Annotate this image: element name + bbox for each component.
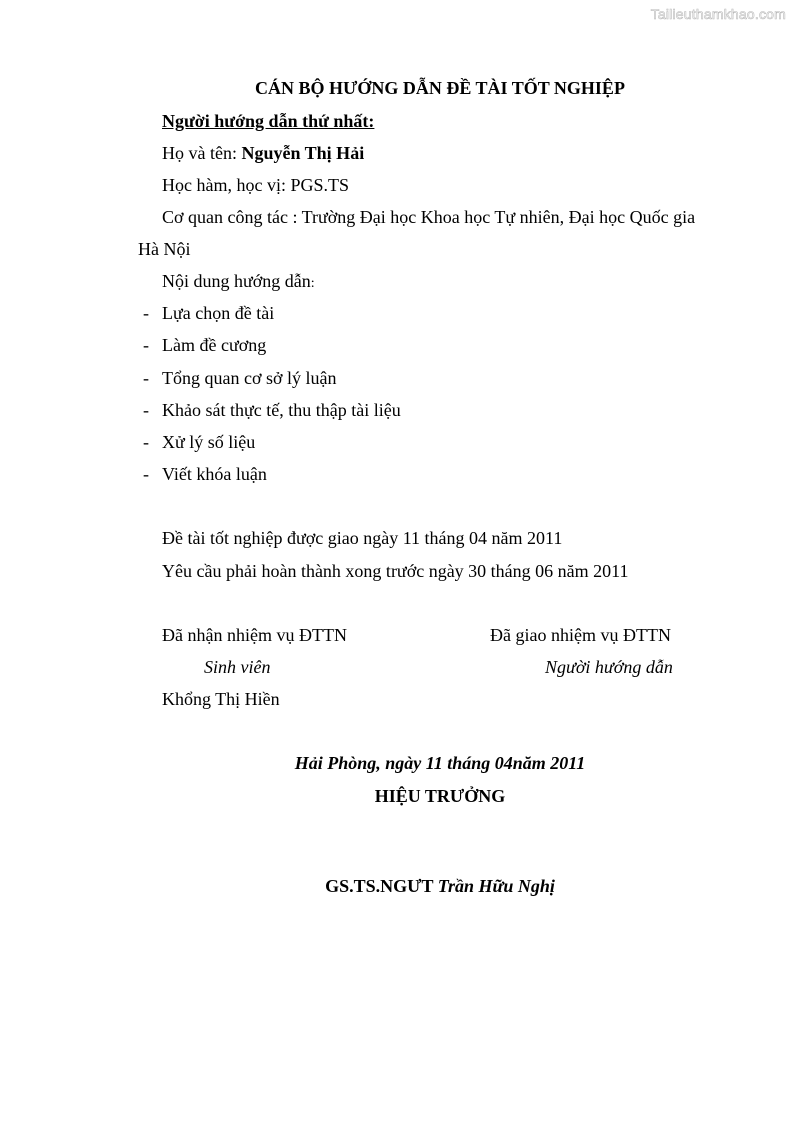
place-date: Hải Phòng, ngày 11 tháng 04năm 2011: [294, 753, 586, 773]
degree-line: Học hàm, học vị: PGS.TS: [162, 175, 349, 195]
workplace-line-1: Cơ quan công tác : Trường Đại học Khoa học Tự nhiên, Đại học Quốc gia: [162, 207, 696, 227]
bullet-dash: -: [143, 335, 149, 355]
principal-title: HIỆU TRƯỞNG: [374, 786, 506, 806]
deadline-line: Yêu cầu phải hoàn thành xong trước ngày 30 tháng 06 năm 2011: [162, 561, 629, 581]
first-advisor-heading: Người hướng dẫn thứ nhất:: [162, 111, 375, 131]
assigned-date-line: Đề tài tốt nghiệp được giao ngày 11 tháng 04 năm 2011: [162, 528, 563, 548]
bullet-dash: -: [143, 368, 149, 388]
workplace-line-2: Hà Nội: [138, 239, 191, 259]
advisor-name-line: [162, 142, 364, 164]
task-text: Lựa chọn đề tài: [162, 303, 275, 323]
task-text: Tổng quan cơ sở lý luận: [162, 368, 337, 388]
student-role: Sinh viên: [204, 657, 271, 677]
bullet-dash: -: [143, 303, 149, 323]
principal-signature-line: [0, 875, 794, 897]
bullet-dash: -: [143, 400, 149, 420]
task-text: Làm đề cương: [162, 335, 267, 355]
advisor-role: Người hướng dẫn: [545, 657, 673, 677]
assigned-label: Đã giao nhiệm vụ ĐTTN: [490, 625, 671, 645]
name-label: Họ và tên:: [162, 143, 242, 163]
task-text: Xử lý số liệu: [162, 432, 256, 452]
task-text: Viết khóa luận: [162, 464, 267, 484]
task-text: Khảo sát thực tế, thu thập tài liệu: [162, 400, 401, 420]
bullet-dash: -: [143, 464, 149, 484]
advisor-name: Nguyễn Thị Hải: [241, 143, 365, 163]
page-title: CÁN BỘ HƯỚNG DẪN ĐỀ TÀI TỐT NGHIỆP: [255, 78, 625, 98]
content-heading-text: Nội dung hướng dẫn: [162, 271, 311, 291]
content-heading: [162, 270, 315, 295]
bullet-dash: -: [143, 432, 149, 452]
content-heading-colon: :: [310, 276, 315, 291]
principal-prefix: GS.TS.NGƯT: [325, 876, 438, 896]
principal-name: Trần Hữu Nghị: [437, 876, 555, 896]
student-name: Khổng Thị Hiền: [162, 689, 280, 709]
watermark-text: Tailieuthamkhao.com: [650, 6, 786, 22]
received-label: Đã nhận nhiệm vụ ĐTTN: [162, 625, 347, 645]
